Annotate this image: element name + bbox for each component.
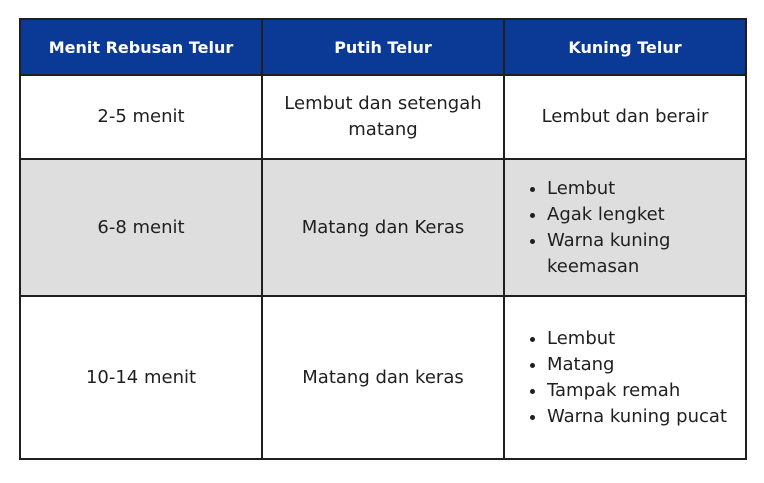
- list-item: • Lembut: [547, 176, 737, 202]
- cell-time: 10-14 menit: [20, 296, 262, 459]
- table-row: [20, 159, 746, 296]
- header-egg-white: Putih Telur: [262, 19, 504, 75]
- list-item: • Agak lengket: [547, 202, 737, 228]
- list-item: • Warna kuning pucat: [547, 404, 737, 430]
- yolk-list: [525, 176, 737, 280]
- cell-egg-white: Lembut dan setengah matang: [262, 75, 504, 159]
- header-boil-minutes: Menit Rebusan Telur: [20, 19, 262, 75]
- cell-egg-white: Matang dan Keras: [262, 159, 504, 296]
- table-row: [20, 296, 746, 459]
- list-item: • Matang: [547, 352, 737, 378]
- table-row: [20, 75, 746, 159]
- yolk-list: [525, 326, 737, 430]
- cell-time: 2-5 menit: [20, 75, 262, 159]
- list-item: • Warna kuning keemasan: [547, 228, 737, 280]
- list-item: • Lembut: [547, 326, 737, 352]
- table-header-row: [20, 19, 746, 75]
- list-item: • Tampak remah: [547, 378, 737, 404]
- cell-egg-white: Matang dan keras: [262, 296, 504, 459]
- cell-egg-yolk: [504, 296, 746, 459]
- cell-time: 6-8 menit: [20, 159, 262, 296]
- egg-boiling-table: [19, 18, 747, 460]
- cell-egg-yolk: Lembut dan berair: [504, 75, 746, 159]
- cell-egg-yolk: [504, 159, 746, 296]
- header-egg-yolk: Kuning Telur: [504, 19, 746, 75]
